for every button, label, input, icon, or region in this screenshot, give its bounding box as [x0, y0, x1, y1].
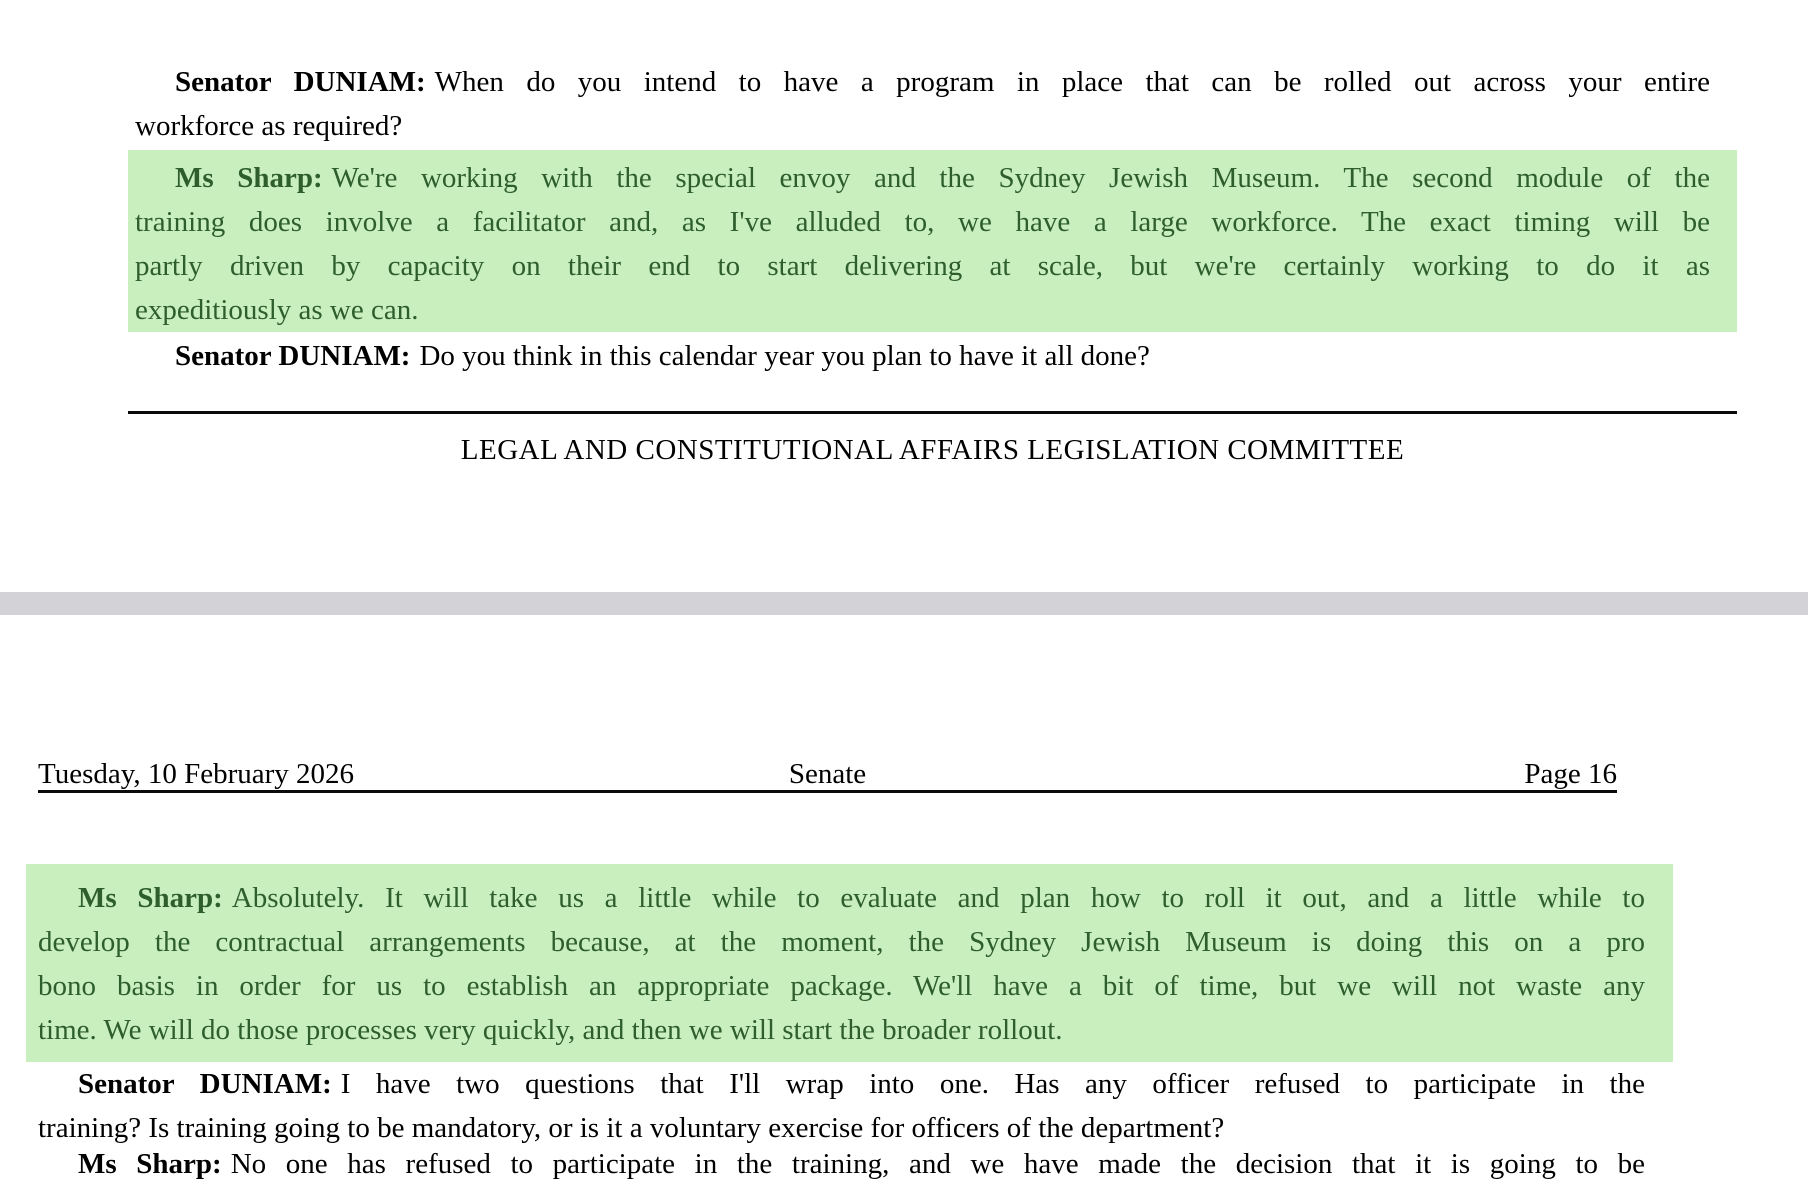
- line-text: No one has refused to participate in the training, and we have made the decision that it is going to be: [230, 1148, 1645, 1180]
- page-footer-rule: [128, 411, 1737, 414]
- header-page-number: Page 16: [1524, 758, 1617, 790]
- page-header-rule: [38, 790, 1617, 793]
- text-line: [135, 60, 1710, 104]
- committee-footer-title: LEGAL AND CONSTITUTIONAL AFFAIRS LEGISLATION COMMITTEE: [460, 434, 1405, 466]
- paragraph-duniam-question-3: [38, 1062, 1645, 1150]
- text-line: bono basis in order for us to establish an appropriate package. We'll have a bit of time, but we will not waste any: [38, 970, 1645, 1002]
- page-separator: [0, 592, 1808, 615]
- speaker-name: Senator DUNIAM:: [175, 340, 411, 372]
- text-line: [38, 876, 1645, 920]
- speaker-name: Senator DUNIAM:: [175, 66, 426, 98]
- text-line: [135, 334, 1710, 378]
- text-line: time. We will do those processes very quickly, and then we will start the broader rollout.: [38, 1014, 1063, 1046]
- text-line: [135, 156, 1710, 200]
- text-line: training? Is training going to be mandatory, or is it a voluntary exercise for officers of the department?: [38, 1112, 1225, 1144]
- speaker-name: Ms Sharp:: [175, 162, 323, 194]
- header-date: Tuesday, 10 February 2026: [38, 758, 355, 790]
- text-line: partly driven by capacity on their end to start delivering at scale, but we're certainly working to do it as: [135, 250, 1710, 282]
- speaker-name: Ms Sharp:: [78, 882, 223, 914]
- line-text: Do you think in this calendar year you plan to have it all done?: [419, 340, 1150, 372]
- paragraph-duniam-question-1: [135, 60, 1710, 148]
- speaker-name: Senator DUNIAM:: [78, 1068, 332, 1100]
- paragraph-duniam-question-2: [135, 334, 1710, 378]
- text-line: [38, 1062, 1645, 1106]
- speaker-name: Ms Sharp:: [78, 1148, 222, 1180]
- text-line: expeditiously as we can.: [135, 294, 419, 326]
- line-text: Absolutely. It will take us a little while to evaluate and plan how to roll it out, and a little while to: [231, 882, 1645, 914]
- text-line: training does involve a facilitator and, as I've alluded to, we have a large workforce. The exact timing will be: [135, 206, 1710, 238]
- header-title: Senate: [788, 758, 867, 790]
- clipped-text-line: [38, 1148, 1645, 1180]
- line-text: We're working with the special envoy and the Sydney Jewish Museum. The second module of the: [331, 162, 1710, 194]
- text-line: workforce as required?: [135, 110, 403, 142]
- highlight-annotation-sharp-answer-1: [128, 150, 1737, 332]
- text-line: develop the contractual arrangements because, at the moment, the Sydney Jewish Museum is doing this on a pro: [38, 926, 1645, 958]
- highlight-annotation-sharp-answer-2: [26, 864, 1673, 1062]
- line-text: I have two questions that I'll wrap into one. Has any officer refused to participate in the: [340, 1068, 1645, 1100]
- text-line: [38, 1150, 1645, 1179]
- line-text: When do you intend to have a program in place that can be rolled out across your entire: [434, 66, 1710, 98]
